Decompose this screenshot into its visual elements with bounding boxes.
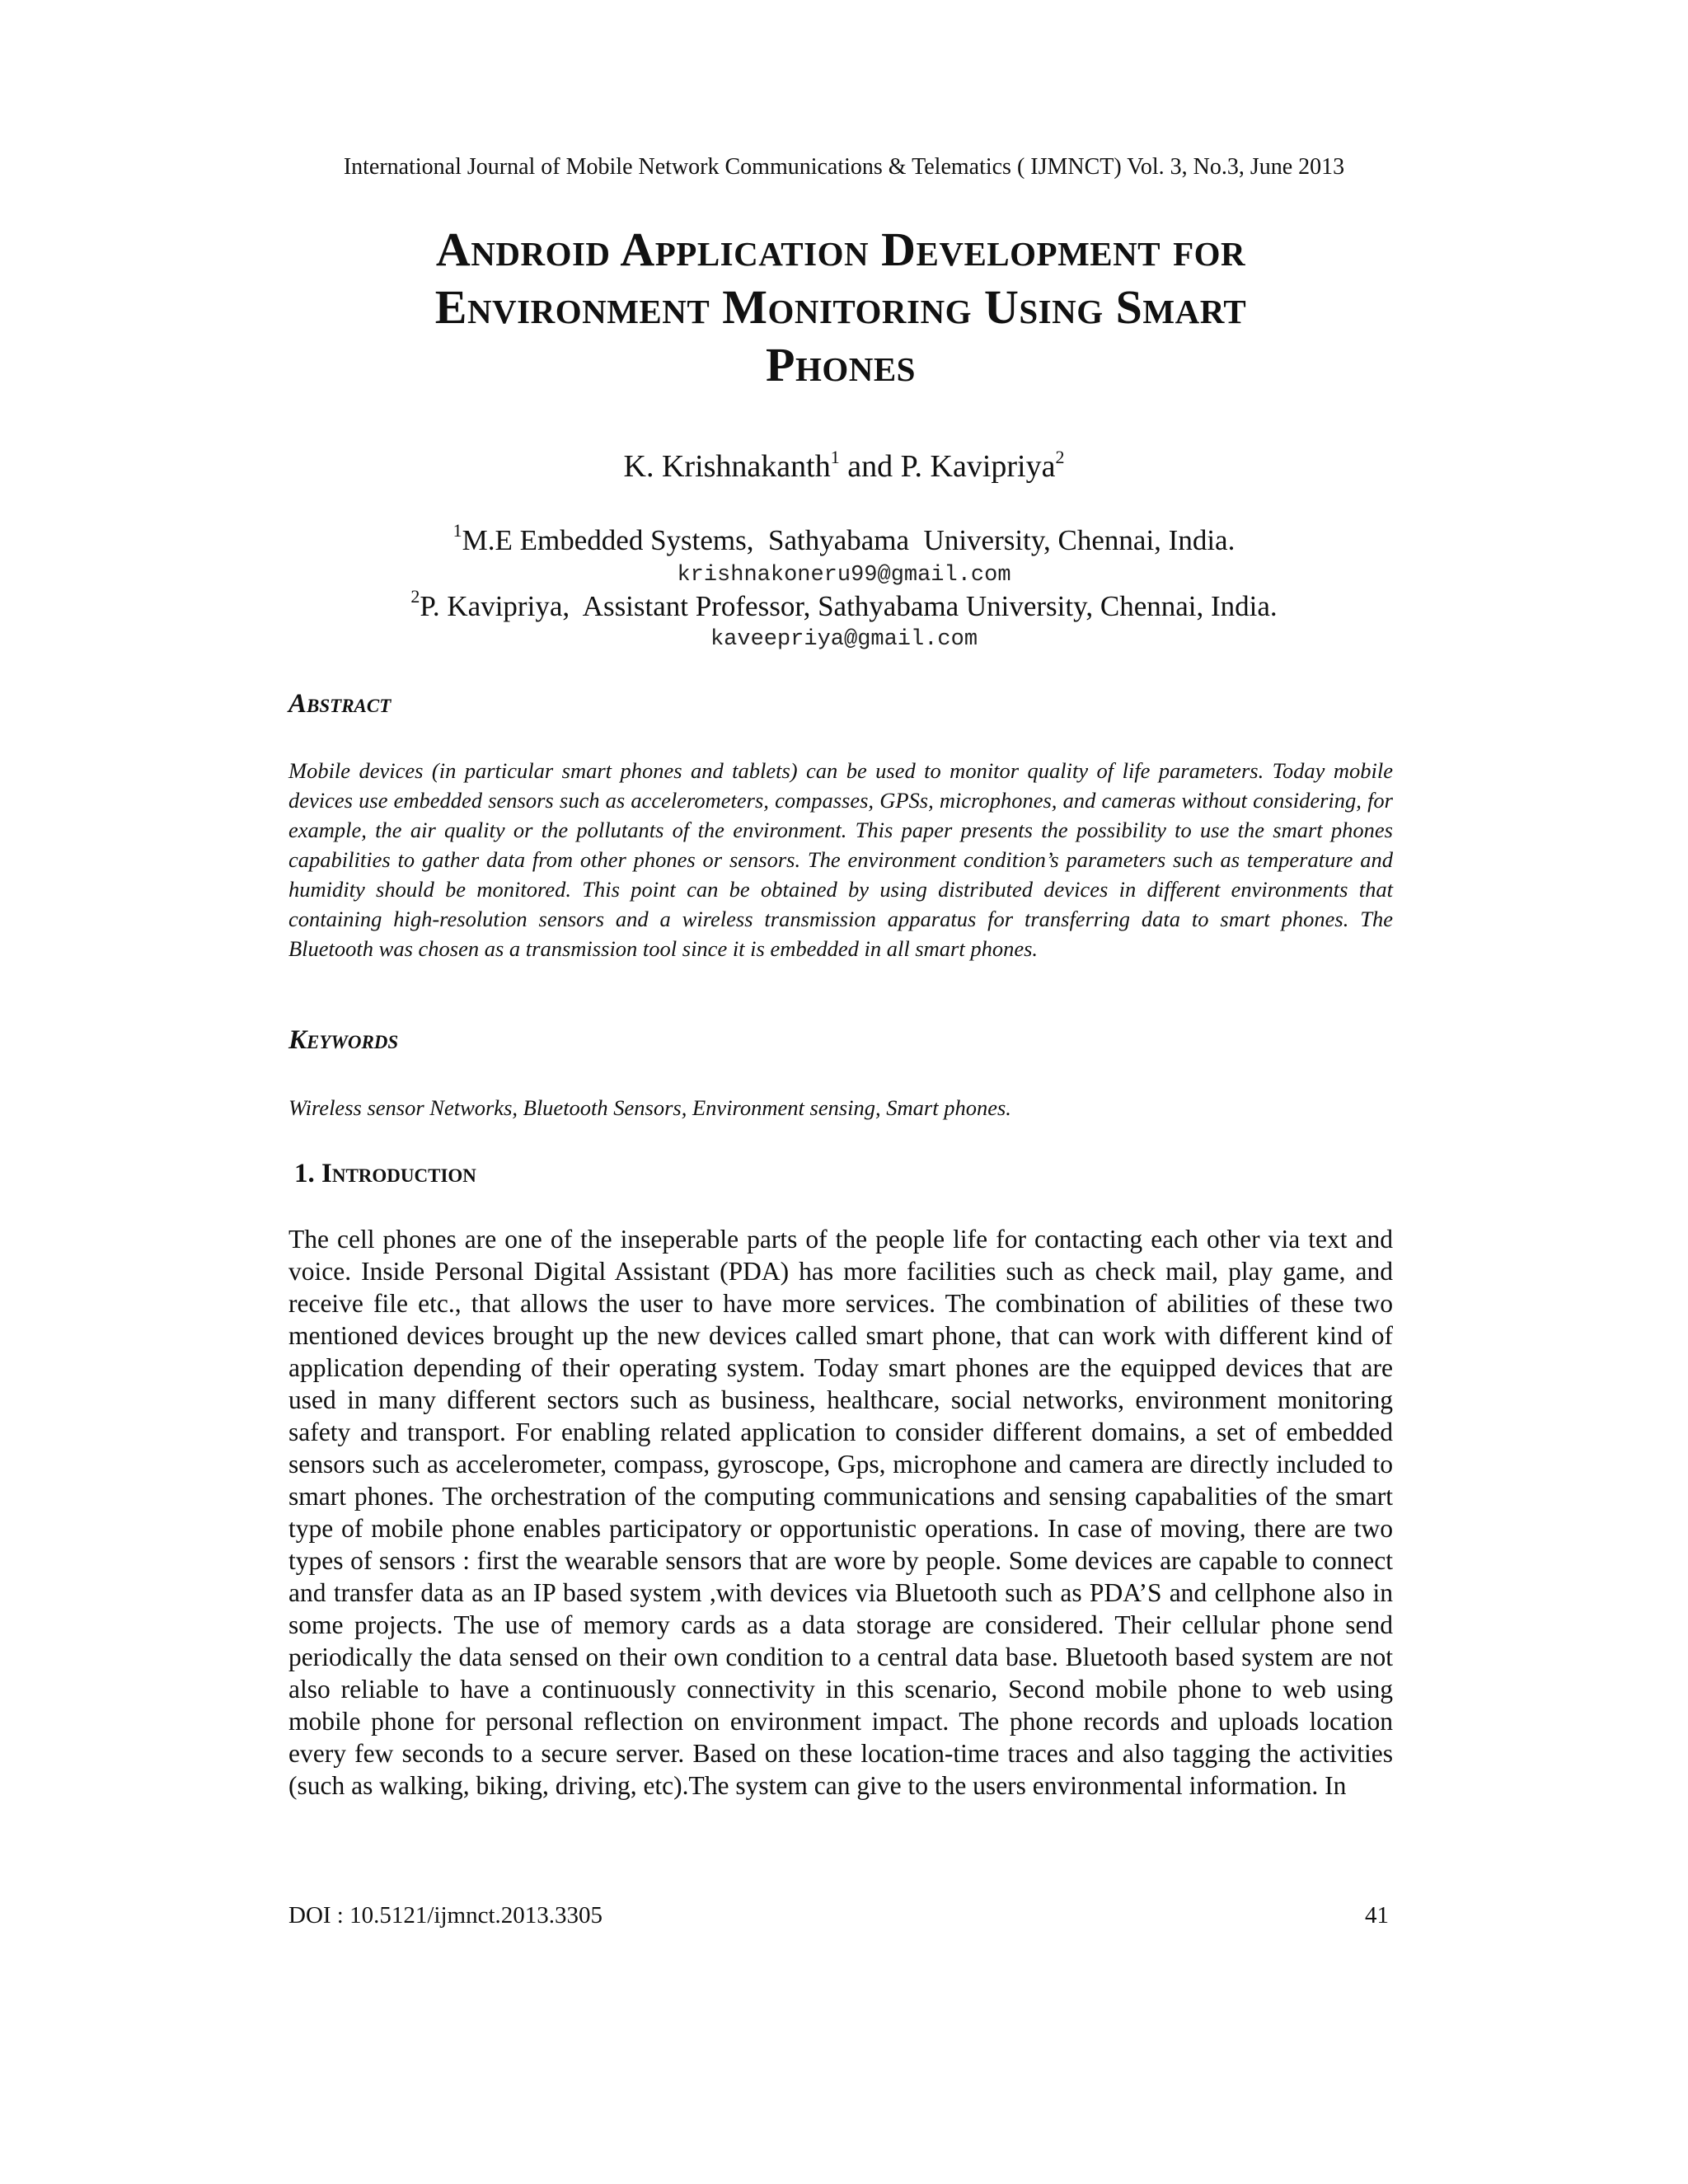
title-line-1: Android Application Development for [435, 223, 1246, 276]
affiliation-2-text: P. Kavipriya, Assistant Professor, Sathyabama University, Chennai, India. [420, 590, 1278, 622]
affiliation-1 [0, 520, 1688, 557]
doi-footer: DOI : 10.5121/ijmnct.2013.3305 [288, 1902, 603, 1929]
author-2-superscript: 2 [1055, 447, 1065, 467]
author-1-name: K. Krishnakanth [623, 449, 831, 484]
introduction-text: The cell phones are one of the inseperable parts of the people life for contacting each other via text and voice. Inside Personal Digital Assistant (PDA) has more facilities such as check mail, play game, and receive file etc., that allows the user to have more services. The combination of abilities of these two mentioned devices brought up the new devices called smart phone, that can work with different kind of application depending of their operating system. Today smart phones are the equipped devices that are used in many different sectors such as business, healthcare, social networks, environment monitoring safety and transport. For enabling related application to consider different domains, a set of embedded sensors such as accelerometer, compass, gyroscope, Gps, microphone and camera are directly included to smart phones. The orchestration of the computing communications and sensing capabalities of the smart type of mobile phone enables participatory or opportunistic operations. In case of moving, there are two types of sensors : first the wearable sensors that are wore by people. Some devices are capable to connect and transfer data as an IP based system ,with devices via Bluetooth such as PDA’S and cellphone also in some projects. The use of memory cards as a data storage are considered. Their cellular phone send periodically the data sensed on their own condition to a central data base. Bluetooth based system are not also reliable to have a continuously connectivity in this scenario, Second mobile phone to web using mobile phone for personal reflection on environment impact. The phone records and uploads location every few seconds to a secure server. Based on these location-time traces and also tagging the activities (such as walking, biking, driving, etc).The system can give to the users environmental information. In [288, 1225, 1393, 1800]
abstract-heading: Abstract [288, 689, 392, 719]
title-line-3: Phones [766, 338, 916, 391]
keywords-heading: Keywords [288, 1025, 399, 1055]
keywords-text: Wireless sensor Networks, Bluetooth Sensors, Environment sensing, Smart phones. [288, 1095, 1011, 1120]
affiliation-1-text: M.E Embedded Systems, Sathyabama University, Chennai, India. [462, 524, 1236, 556]
abstract-text: Mobile devices (in particular smart phones and tablets) can be used to monitor quality of life parameters. Today mobile devices use embedded sensors such as accelerometers, compasses, GPSs, microphones, and cameras without considering, for example, the air quality or the pollutants of the environment. This paper presents the possibility to use the smart phones capabilities to gather data from other phones or sensors. The environment condition’s parameters such as temperature and humidity should be monitored. This point can be obtained by using distributed devices in different environments that containing high-resolution sensors and a wireless transmission apparatus for transferring data to smart phones. The Bluetooth was chosen as a transmission tool since it is embedded in all smart phones. [288, 758, 1393, 961]
affiliation-1-email[interactable]: krishnakoneru99@gmail.com [677, 563, 1011, 588]
journal-header: International Journal of Mobile Network Communications & Telematics ( IJMNCT) Vol. 3, No.3, June 2013 [343, 154, 1345, 180]
affiliation-2 [0, 586, 1688, 623]
affiliation-2-email[interactable]: kaveepriya@gmail.com [710, 627, 978, 652]
author-2-name: P. Kavipriya [900, 449, 1056, 484]
affiliation-1-superscript: 1 [452, 520, 462, 541]
author-line [0, 448, 1688, 485]
page-number: 41 [1365, 1902, 1389, 1929]
author-1-superscript: 1 [830, 447, 840, 467]
introduction-heading: 1. Introduction [294, 1159, 476, 1188]
paper-title [330, 221, 1352, 394]
affiliation-2-superscript: 2 [410, 586, 420, 607]
author-joiner: and [839, 449, 901, 484]
title-line-2: Environment Monitoring Using Smart [434, 280, 1247, 334]
